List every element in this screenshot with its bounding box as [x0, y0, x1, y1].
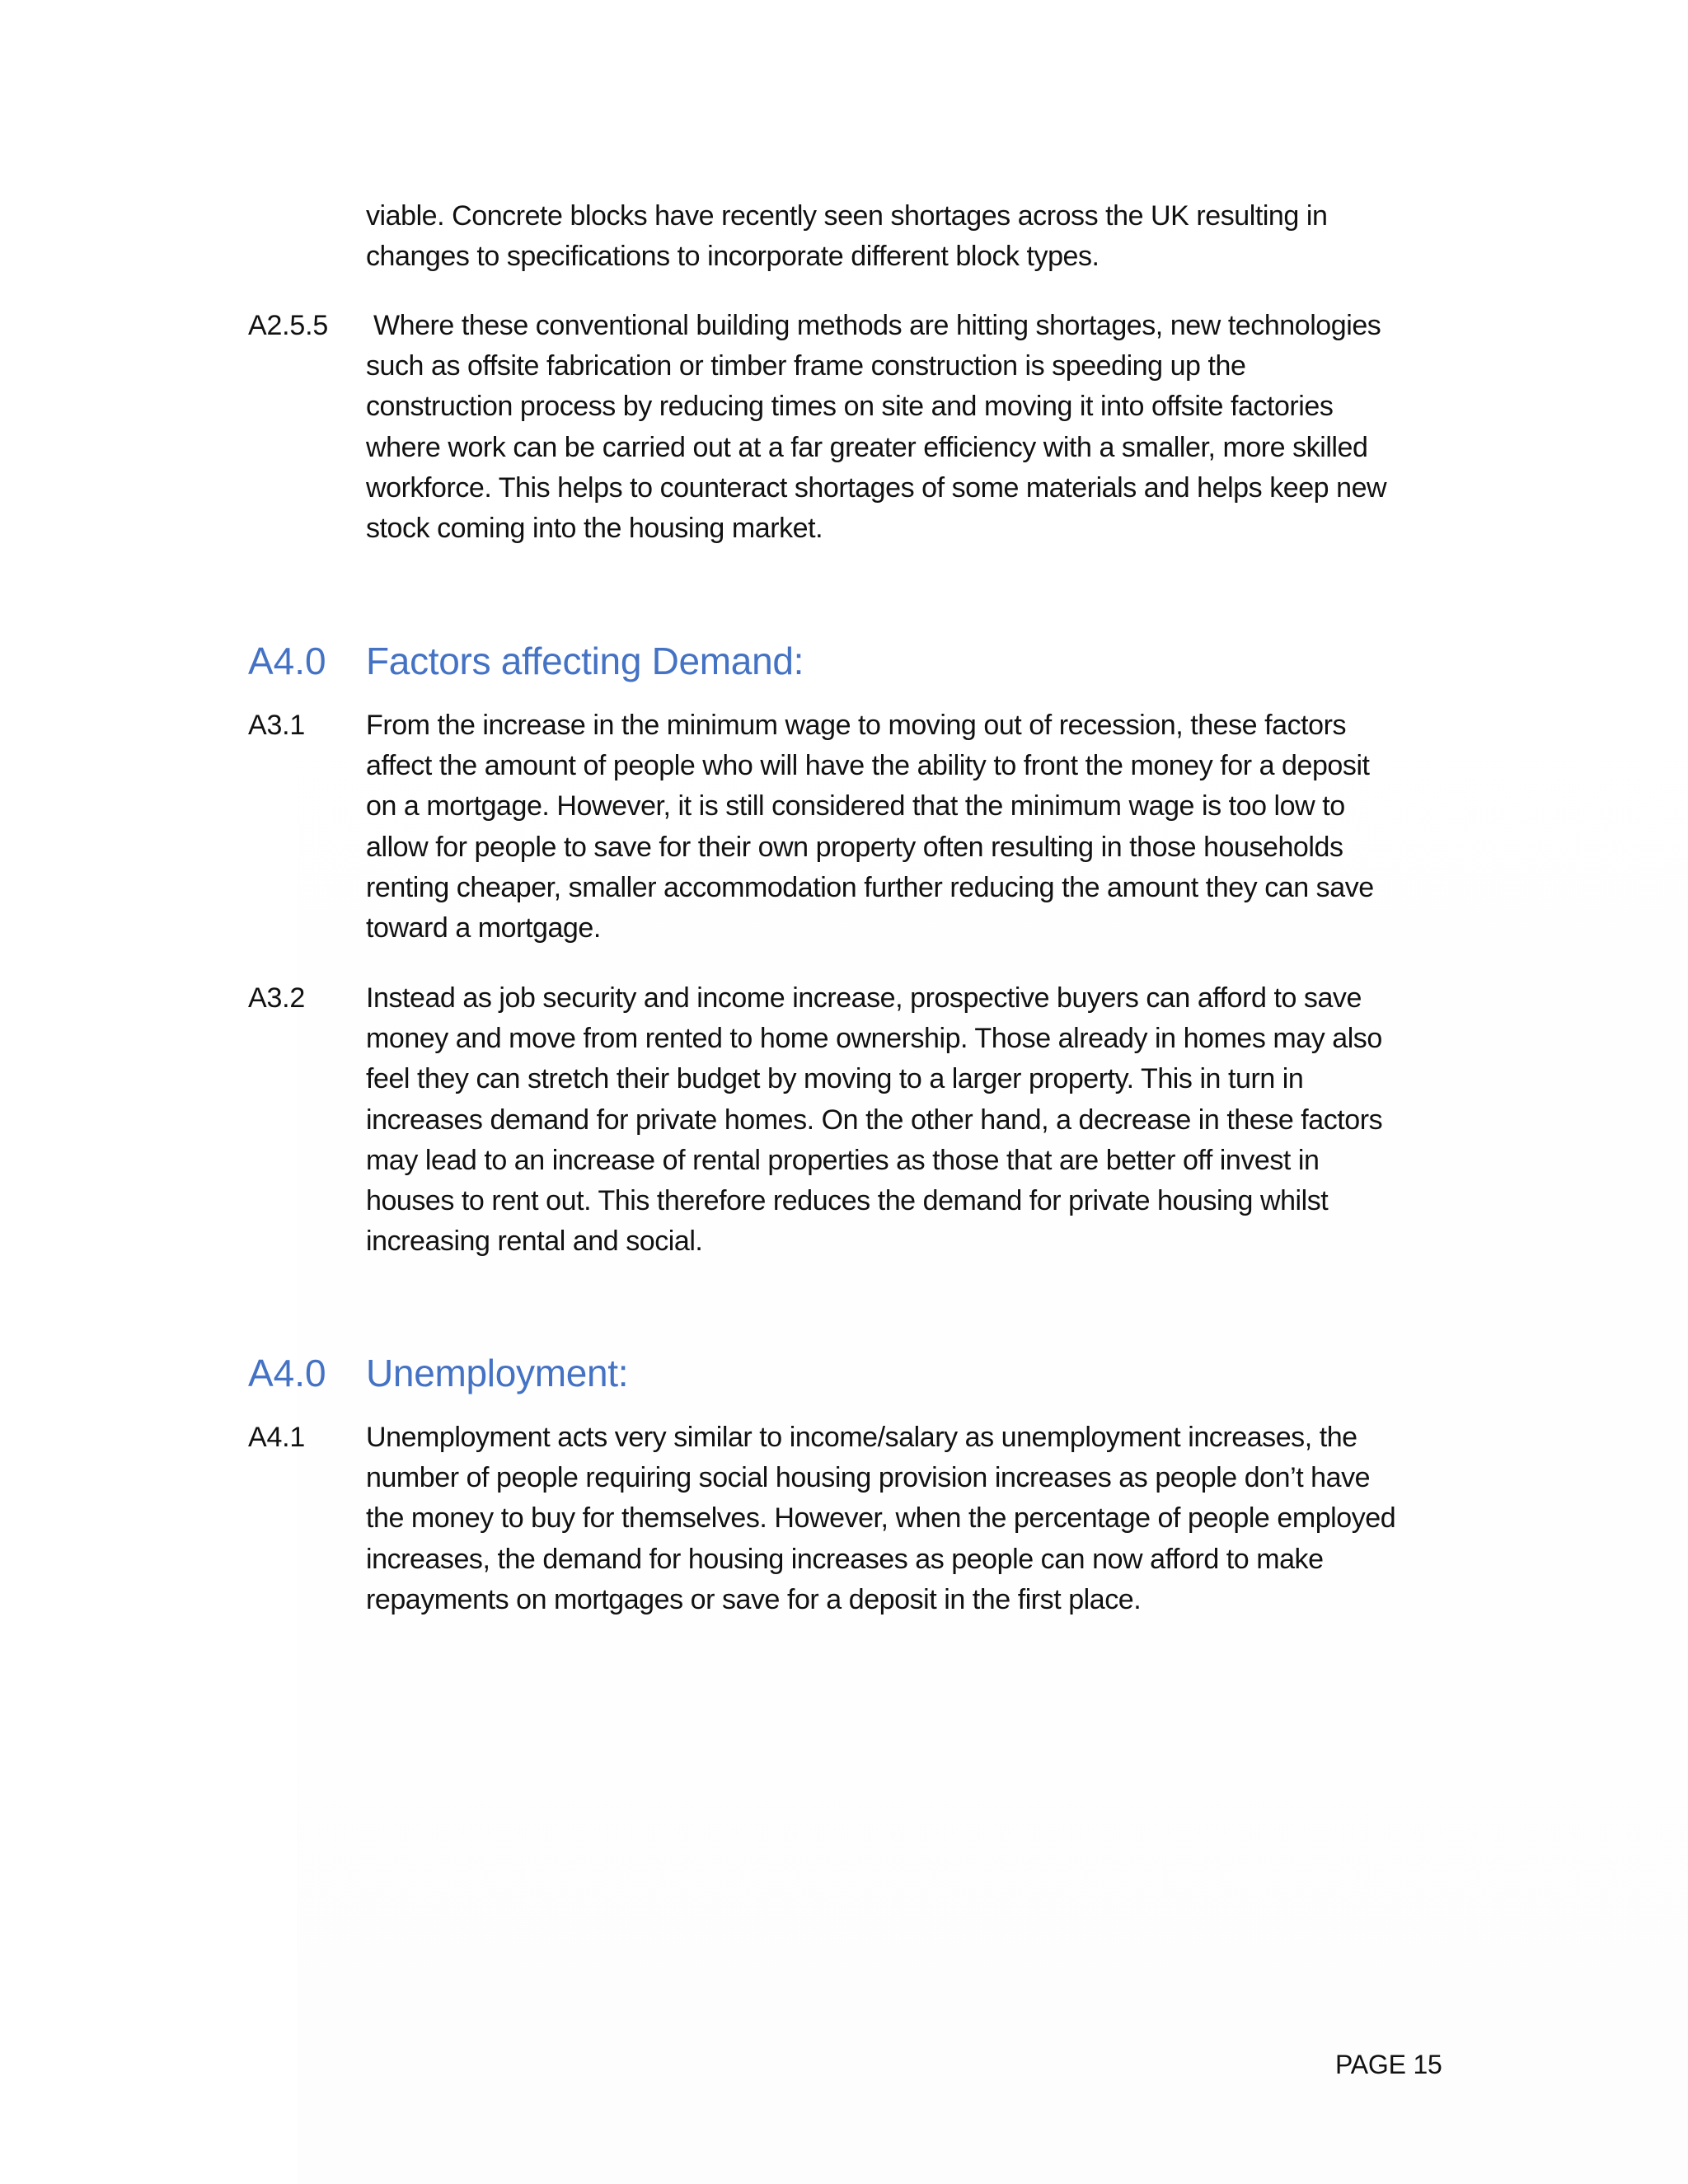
text-line: Unemployment acts very similar to income/salary as unemployment increases, the: [366, 1422, 1357, 1453]
paragraph-number: A3.1: [248, 710, 306, 741]
text-line: increasing rental and social.: [366, 1226, 703, 1258]
text-line: houses to rent out. This therefore reduces the demand for private housing whilst: [366, 1185, 1329, 1217]
text-line: allow for people to save for their own property often resulting in those households: [366, 831, 1343, 863]
text-line: viable. Concrete blocks have recently seen shortages across the UK resulting in: [366, 200, 1328, 232]
section-title: Factors affecting Demand:: [366, 640, 804, 682]
text-line: renting cheaper, smaller accommodation further reducing the amount they can save: [366, 871, 1374, 903]
text-line: repayments on mortgages or save for a deposit in the first place.: [366, 1583, 1142, 1615]
text-line: on a mortgage. However, it is still considered that the minimum wage is too low to: [366, 790, 1345, 823]
text-line: affect the amount of people who will have the ability to front the money for a deposit: [366, 750, 1370, 782]
text-line: feel they can stretch their budget by moving to a larger property. This in turn in: [366, 1063, 1304, 1095]
section-title: Unemployment:: [366, 1352, 629, 1394]
paragraph-number: A4.1: [248, 1422, 306, 1453]
text-line: the money to buy for themselves. However, when the percentage of people employed: [366, 1502, 1396, 1535]
paragraph-text: [366, 705, 1454, 949]
text-line: increases demand for private homes. On the other hand, a decrease in these factors: [366, 1104, 1383, 1136]
text-line: number of people requiring social housing provision increases as people don’t have: [366, 1462, 1371, 1494]
text-line: money and move from rented to home ownership. Those already in homes may also: [366, 1023, 1382, 1055]
paragraph-text: [366, 306, 1454, 549]
section-number: A4.0: [248, 640, 326, 682]
text-line: may lead to an increase of rental properties as those that are better off invest in: [366, 1144, 1320, 1176]
paragraph-number: A2.5.5: [248, 310, 329, 341]
text-line: stock coming into the housing market.: [366, 513, 823, 545]
continuation-text: [366, 196, 1454, 277]
text-line: where work can be carried out at a far greater efficiency with a smaller, more skilled: [366, 431, 1368, 463]
text-line: such as offsite fabrication or timber frame construction is speeding up the: [366, 350, 1246, 382]
text-line: Instead as job security and income increase, prospective buyers can afford to save: [366, 982, 1362, 1014]
text-line: toward a mortgage.: [366, 912, 601, 944]
text-line: construction process by reducing times on site and moving it into offsite factories: [366, 391, 1334, 423]
text-line: changes to specifications to incorporate different block types.: [366, 241, 1100, 273]
page-number: PAGE 15: [1335, 2050, 1442, 2079]
paragraph-number: A3.2: [248, 982, 306, 1014]
paragraph-text: [366, 1418, 1454, 1620]
text-line: Where these conventional building methods are hitting shortages, new technologies: [373, 310, 1381, 341]
section-number: A4.0: [248, 1352, 326, 1394]
text-line: increases, the demand for housing increases as people can now afford to make: [366, 1543, 1324, 1575]
text-line: From the increase in the minimum wage to moving out of recession, these factors: [366, 710, 1346, 741]
text-line: workforce. This helps to counteract shortages of some materials and helps keep new: [366, 471, 1387, 504]
paragraph-text: [366, 978, 1454, 1262]
